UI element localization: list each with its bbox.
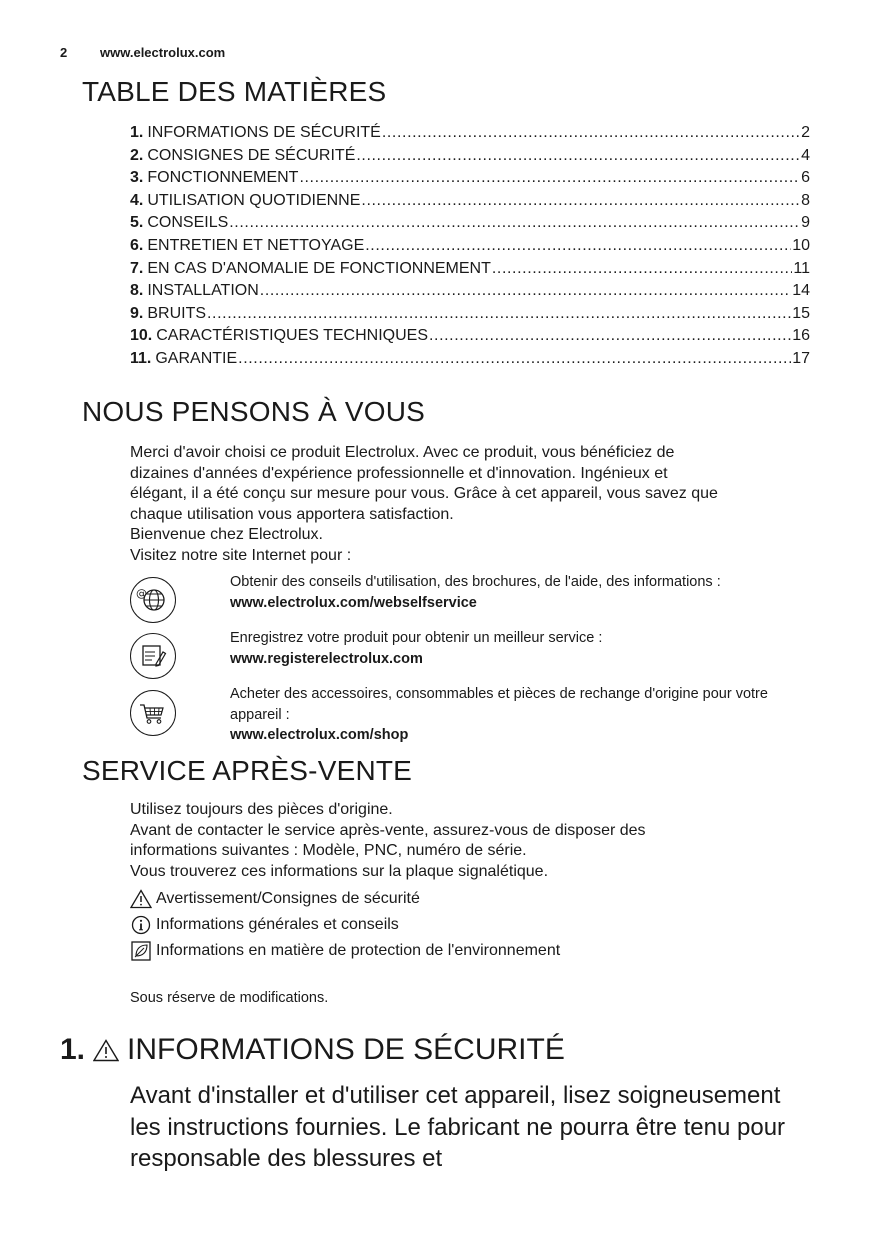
- toc-item[interactable]: 9. BRUITS ..... 15: [130, 303, 810, 326]
- legend-environment: Informations en matière de protection de l'environnement: [130, 938, 560, 964]
- toc-item[interactable]: 10. CARACTÉRISTIQUES TECHNIQUES ..... 16: [130, 325, 810, 348]
- section-1-heading: [60, 1033, 565, 1067]
- thinking-paragraph: Merci d'avoir choisi ce produit Electrolux. Avec ce produit, vous bénéficiez de dizaines d'années d'expérience professionnelle et d'innovation. Ingénieux et élégant, il a été conçu sur mesure pour vous. Grâce à cet appareil, vous savez que chaque utilisation vous apportera satisfaction. Bienvenue chez Electrolux. Visitez notre site Internet pour :: [130, 444, 718, 564]
- warning-icon: [130, 888, 152, 910]
- toc-item[interactable]: 3. FONCTIONNEMENT ..... 6: [130, 167, 810, 190]
- legend-info: Informations générales et conseils: [130, 912, 560, 938]
- svg-text:@: @: [136, 587, 148, 601]
- header-site-url[interactable]: www.electrolux.com: [100, 45, 226, 60]
- thinking-title: NOUS PENSONS À VOUS: [82, 396, 425, 427]
- shop-link[interactable]: www.electrolux.com/shop: [230, 727, 409, 743]
- legend-warning: Avertissement/Consignes de sécurité: [130, 886, 560, 912]
- service-paragraph: Utilisez toujours des pièces d'origine. Avant de contacter le service après-vente, assurez-vous de disposer des informations suivantes : Modèle, PNC, numéro de série. Vous trouverez ces informations sur la plaque signalétique.: [130, 801, 646, 880]
- globe-icon: [130, 577, 176, 623]
- toc-item[interactable]: 7. EN CAS D'ANOMALIE DE FONCTIONNEMENT ..... 11: [130, 258, 810, 281]
- section-number: 1.: [60, 1033, 86, 1066]
- leaf-icon: [130, 940, 152, 962]
- section-title: INFORMATIONS DE SÉCURITÉ: [127, 1033, 565, 1066]
- register-icon: [130, 633, 176, 679]
- toc-item[interactable]: 2. CONSIGNES DE SÉCURITÉ ..... 4: [130, 145, 810, 168]
- warning-icon: [93, 1039, 119, 1062]
- register-link[interactable]: www.registerelectrolux.com: [230, 650, 423, 667]
- webselfservice-link[interactable]: www.electrolux.com/webselfservice: [230, 594, 477, 611]
- toc-item[interactable]: 5. CONSEILS ..... 9: [130, 212, 810, 235]
- modification-note: Sous réserve de modifications.: [130, 990, 329, 1006]
- page-header: [60, 45, 225, 60]
- cart-icon: [130, 690, 176, 736]
- toc-item[interactable]: 1. INFORMATIONS DE SÉCURITÉ ..... 2: [130, 122, 810, 145]
- section-1-intro: Avant d'installer et d'utiliser cet appareil, lisez soigneusement les instructions fournies. Le fabricant ne pourra être tenu pour responsable des blessures et: [130, 1082, 786, 1172]
- toc-list: [130, 122, 810, 371]
- toc-item[interactable]: 8. INSTALLATION ..... 14: [130, 280, 810, 303]
- info-icon: [130, 914, 152, 936]
- toc-title: TABLE DES MATIÈRES: [82, 76, 387, 107]
- service-title: SERVICE APRÈS-VENTE: [82, 755, 413, 786]
- symbol-legend: [130, 886, 560, 964]
- toc-item[interactable]: 6. ENTRETIEN ET NETTOYAGE ..... 10: [130, 235, 810, 258]
- page-number: 2: [60, 45, 68, 60]
- toc-item[interactable]: 11. GARANTIE ..... 17: [130, 348, 810, 371]
- toc-item[interactable]: 4. UTILISATION QUOTIDIENNE ..... 8: [130, 190, 810, 213]
